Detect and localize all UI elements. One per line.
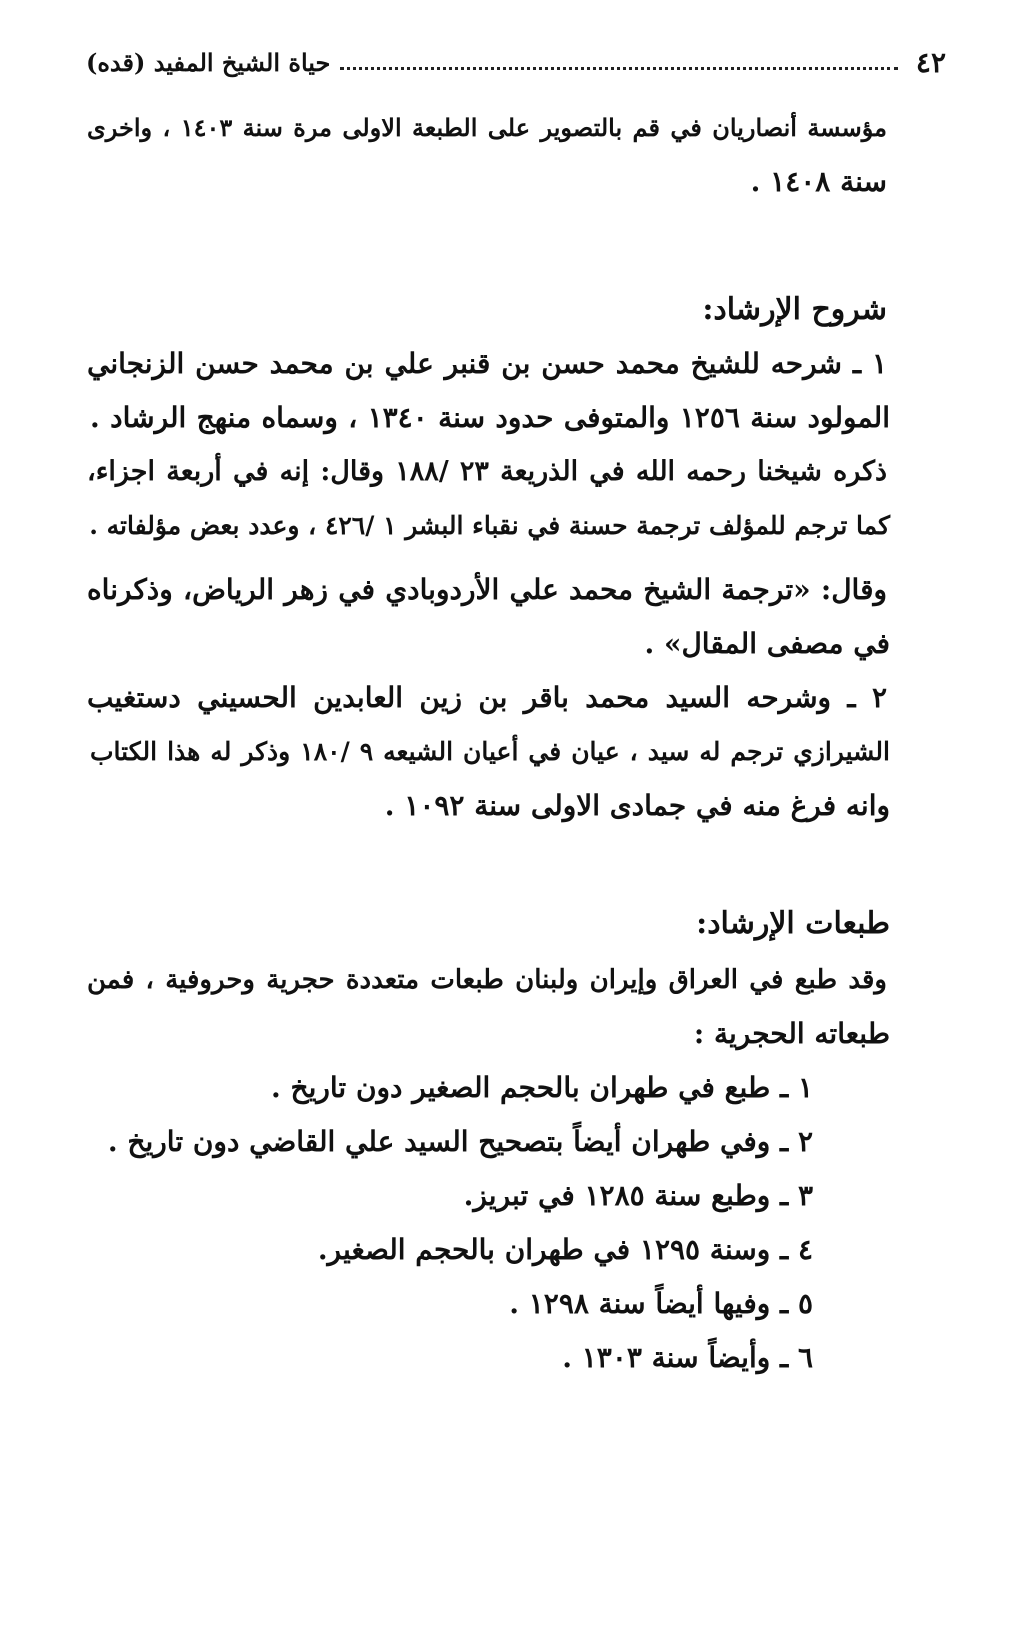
text-line: كما ترجم للمؤلف ترجمة حسنة في نقباء البشر ١ /٤٢٦ ، وعدد بعض مؤلفاته . bbox=[89, 511, 890, 540]
list-item: ٤ ـ وسنة ١٢٩٥ في طهران بالحجم الصغير. bbox=[317, 1233, 813, 1266]
header-dot-leader bbox=[340, 67, 898, 70]
page-header bbox=[86, 42, 946, 82]
list-item: ٥ ـ وفيها أيضاً سنة ١٢٩٨ . bbox=[509, 1287, 813, 1320]
text-line: طبعاته الحجرية : bbox=[693, 1017, 890, 1050]
running-title: حياة الشيخ المفيد (قده) bbox=[86, 47, 331, 77]
text-line: في مصفى المقال» . bbox=[644, 627, 890, 660]
text-line: سنة ١٤٠٨ . bbox=[750, 165, 887, 198]
text-line: المولود سنة ١٢٥٦ والمتوفى حدود سنة ١٣٤٠ ، وسماه منهج الرشاد . bbox=[90, 401, 890, 434]
section-heading-editions: طبعات الإرشاد: bbox=[696, 906, 890, 941]
list-item: ١ ـ طبع في طهران بالحجم الصغير دون تاريخ . bbox=[271, 1071, 813, 1104]
list-item: ٢ ـ وفي طهران أيضاً بتصحيح السيد علي القاضي دون تاريخ . bbox=[107, 1125, 813, 1158]
text-line: وانه فرغ منه في جمادى الاولى سنة ١٠٩٢ . bbox=[384, 789, 890, 822]
text-line: مؤسسة أنصاريان في قم بالتصوير على الطبعة الاولى مرة سنة ١٤٠٣ ، واخرى bbox=[87, 113, 887, 142]
text-line: ٢ ـ وشرحه السيد محمد باقر بن زين العابدين الحسيني دستغيب bbox=[87, 681, 887, 714]
text-line: وقد طبع في العراق وإيران ولبنان طبعات متعددة حجرية وحروفية ، فمن bbox=[87, 965, 887, 995]
text-line: ١ ـ شرحه للشيخ محمد حسن بن قنبر علي بن محمد حسن الزنجاني bbox=[87, 347, 887, 380]
page-number: ٤٢ bbox=[915, 45, 946, 79]
list-item: ٦ ـ وأيضاً سنة ١٣٠٣ . bbox=[562, 1341, 813, 1374]
text-line: الشيرازي ترجم له سيد ، عيان في أعيان الشيعه ٩ /١٨٠ وذكر له هذا الكتاب bbox=[90, 737, 890, 766]
text-line: وقال: «ترجمة الشيخ محمد علي الأردوبادي في زهر الرياض، وذكرناه bbox=[87, 573, 887, 606]
section-heading-commentaries: شروح الإرشاد: bbox=[702, 292, 887, 327]
list-item: ٣ ـ وطبع سنة ١٢٨٥ في تبريز. bbox=[463, 1179, 813, 1212]
text-line: ذكره شيخنا رحمه الله في الذريعة ٢٣ /١٨٨ وقال: إنه في أربعة اجزاء، bbox=[87, 456, 888, 487]
